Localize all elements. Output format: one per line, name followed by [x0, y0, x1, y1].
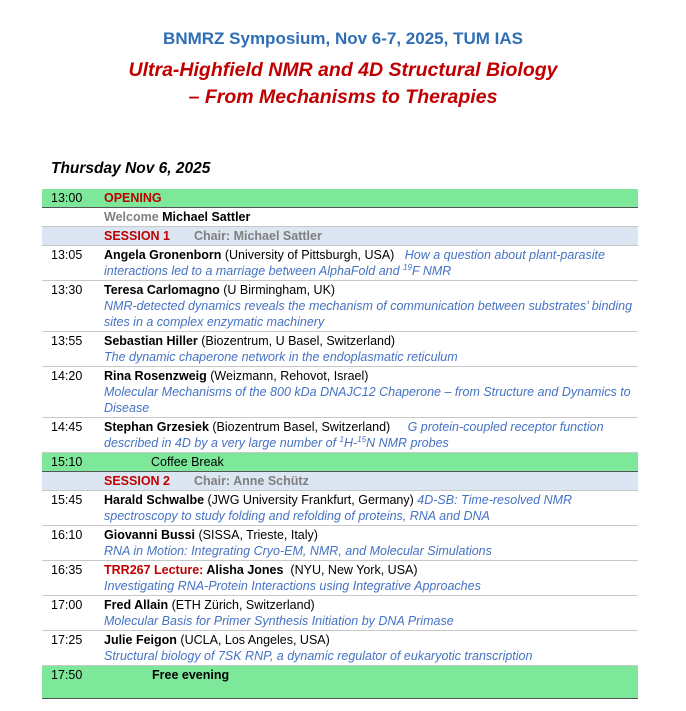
speaker: Fred Allain	[104, 598, 169, 612]
affiliation: (ETH Zürich, Switzerland)	[168, 598, 315, 612]
row-talk	[42, 561, 638, 596]
row-talk	[42, 596, 638, 631]
affiliation: (Biozentrum, U Basel, Switzerland)	[197, 334, 396, 348]
time: 13:05	[42, 246, 104, 281]
coffee-label: Coffee Break	[151, 455, 224, 469]
title-line-2: – From Mechanisms to Therapies	[188, 86, 498, 108]
talk-title: Molecular Basis for Primer Synthesis Initiation by DNA Primase	[104, 614, 454, 628]
speaker: Rina Rosenzweig	[104, 369, 207, 383]
time: 15:10	[42, 453, 104, 472]
opening-label: OPENING	[104, 191, 162, 205]
time: 16:35	[42, 561, 104, 596]
talk-title: NMR-detected dynamics reveals the mechanism of communication between substrates’ binding sites in a complex enzymatic machinery	[104, 299, 633, 329]
event-line: BNMRZ Symposium, Nov 6-7, 2025, TUM IAS	[163, 29, 523, 48]
talk-sup-2: 15	[357, 434, 367, 444]
day-heading: Thursday Nov 6, 2025	[51, 160, 211, 177]
row-talk	[42, 332, 638, 367]
row-talk	[42, 418, 638, 453]
speaker: Julie Feigon	[104, 633, 177, 647]
session2-label: SESSION 2	[104, 474, 170, 488]
row-session2	[42, 472, 638, 491]
talk-title: Structural biology of 7SK RNP, a dynamic regulator of eukaryotic transcription	[104, 649, 533, 663]
talk-title: RNA in Motion: Integrating Cryo-EM, NMR, and Molecular Simulations	[104, 544, 492, 558]
speaker: Angela Gronenborn	[104, 248, 222, 262]
speaker: Giovanni Bussi	[104, 528, 195, 542]
affiliation: (JWG University Frankfurt, Germany)	[204, 493, 418, 507]
time: 15:45	[42, 491, 104, 526]
speaker: Harald Schwalbe	[104, 493, 205, 507]
time: 17:25	[42, 631, 104, 666]
talk-title: How a question about plant-parasite interactions led to a marriage between AlphaFold and	[104, 248, 605, 278]
row-talk	[42, 491, 638, 526]
talk-title: The dynamic chaperone network in the endoplasmatic reticulum	[104, 350, 458, 364]
talk-title: Molecular Mechanisms of the 800 kDa DNAJC12 Chaperone – from Structure and Dynamics to Disease	[104, 385, 631, 415]
lecture-label: TRR267 Lecture:	[104, 563, 204, 577]
welcome-name: Michael Sattler	[162, 210, 251, 224]
affiliation: (SISSA, Trieste, Italy)	[195, 528, 318, 542]
talk-title: G protein-coupled receptor function described in 4D by a very large number of	[104, 420, 604, 450]
talk-title: 4D-SB: Time-resolved NMR spectroscopy to study folding and refolding of proteins, RNA and DNA	[104, 493, 573, 523]
session1-label: SESSION 1	[104, 229, 170, 243]
welcome-label: Welcome	[104, 210, 159, 224]
row-evening	[42, 666, 638, 699]
talk-title-end: N NMR probes	[366, 436, 449, 450]
row-welcome	[42, 208, 638, 227]
session1-chair: Chair: Michael Sattler	[194, 229, 322, 243]
row-talk	[42, 246, 638, 281]
row-talk	[42, 367, 638, 418]
affiliation: (Weizmann, Rehovot, Israel)	[206, 369, 369, 383]
row-talk	[42, 526, 638, 561]
header	[0, 27, 686, 111]
row-talk	[42, 281, 638, 332]
affiliation: (NYU, New York, USA)	[283, 563, 418, 577]
speaker: Sebastian Hiller	[104, 334, 198, 348]
title-line-1: Ultra-Highfield NMR and 4D Structural Biology	[128, 59, 558, 81]
time: 14:45	[42, 418, 104, 453]
time: 14:20	[42, 367, 104, 418]
time: 13:55	[42, 332, 104, 367]
speaker: Stephan Grzesiek	[104, 420, 209, 434]
talk-title-mid: H-	[344, 436, 358, 450]
affiliation: (University of Pittsburgh, USA)	[221, 248, 405, 262]
row-coffee	[42, 453, 638, 472]
talk-sup-1: 1	[339, 434, 344, 444]
row-session1	[42, 227, 638, 246]
schedule-table	[42, 189, 638, 699]
affiliation: (Biozentrum Basel, Switzerland)	[208, 420, 408, 434]
time: 13:00	[42, 189, 104, 208]
session2-chair: Chair: Anne Schütz	[194, 474, 309, 488]
talk-title: Investigating RNA-Protein Interactions using Integrative Approaches	[104, 579, 481, 593]
affiliation: (UCLA, Los Angeles, USA)	[176, 633, 330, 647]
talk-sup: 19	[403, 262, 412, 272]
evening-label: Free evening	[152, 668, 230, 682]
affiliation: (U Birmingham, UK)	[219, 283, 336, 297]
speaker: Alisha Jones	[203, 563, 284, 577]
speaker: Teresa Carlomagno	[104, 283, 220, 297]
time: 13:30	[42, 281, 104, 332]
time: 17:00	[42, 596, 104, 631]
row-opening	[42, 189, 638, 208]
row-talk	[42, 631, 638, 666]
time: 16:10	[42, 526, 104, 561]
talk-title-end: F NMR	[411, 264, 452, 278]
time: 17:50	[42, 666, 104, 699]
